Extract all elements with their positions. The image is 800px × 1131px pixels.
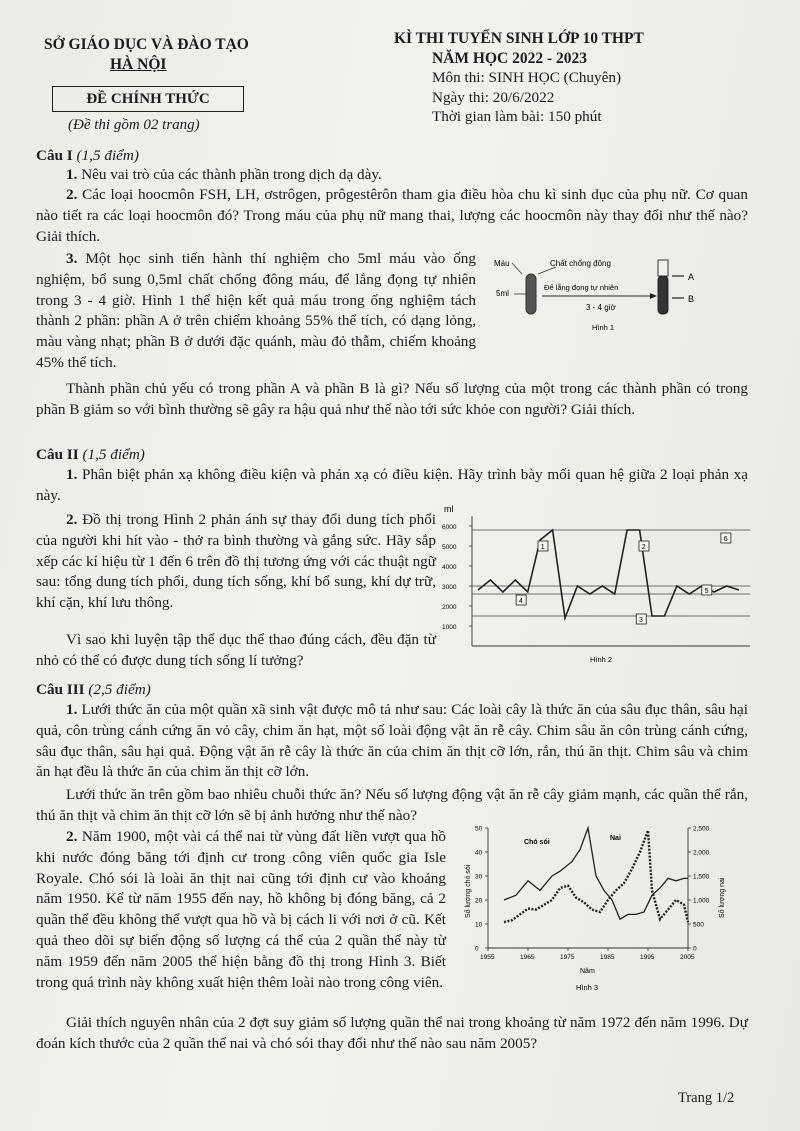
city-name: HÀ NỘI [110,56,167,73]
fig3-right-tick-label: 1,000 [693,897,710,905]
figure-3-wolf-moose [458,818,748,998]
fig3-wolf-label: Chó sói [524,839,550,846]
fig3-xtick-label: 1985 [600,954,615,961]
fig2-ytick-label: 4000 [442,564,457,571]
fig3-left-tick-label: 40 [475,849,483,857]
fig2-caption: Hình 2 [590,655,613,664]
fig3-x-axis-label: Năm [580,968,595,975]
fig3-right-tick-label: 2,000 [693,849,710,857]
fig2-ytick-label: 6000 [442,524,457,531]
fig3-right-tick-label: 1,500 [693,873,710,881]
fig2-unit: ml [444,504,454,514]
question-1-heading [36,146,748,167]
q3-item-2: 2. Năm 1900, một vài cá thể nai từ vùng đất liền vượt qua hồ khi nước đóng băng tới định cư trong công viên quốc gia Isle Royale. Chó sói là loài ăn thịt nai cũng tới định cư vào khoảng năm 1950. Kể từ năm 1955 đến nay, hồ không bị đóng băng, cả 2 quần thể đều không thể vượt qua hồ và bị cách li với nơi ở cũ. Kết quả theo dõi sự biến động số lượng cá thể của 2 quần thể này từ năm 1959 đến năm 2005 thể hiện bằng đồ thị trong Hình 3. Biết trong quá trình này không xuất hiện thêm loài nào trong công viên. [36,828,447,991]
fig3-left-tick-label: 50 [475,825,483,833]
q3-item-2-question: Giải thích nguyên nhân của 2 đợt suy giảm số lượng quần thể nai trong khoảng từ năm 1972 đến năm 1996. Dự đoán kích thước của 2 quần thể nai và chó sói thay đổi như thế nào sau năm 2005? [36,1014,748,1052]
fig3-caption: Hình 3 [576,983,599,992]
q1-item-4: Thành phần chủ yếu có trong phần A và phần B là gì? Nếu số lượng của một trong các thành phần có trong phần B giảm so với bình thường sẽ gây ra hậu quả như thế nào tới sức khỏe con người? Giải thích. [36,380,748,418]
question-1-title: Câu I [36,147,73,164]
fig2-ytick-label: 1000 [442,624,457,631]
department-name: SỞ GIÁO DỤC VÀ ĐÀO TẠO [44,36,249,53]
tube-part-b [658,276,668,314]
fig2-label: 1 [540,544,545,551]
fig2-label: 6 [723,536,728,543]
fig3-left-tick-label: 20 [475,897,483,905]
q2-item-3: Vì sao khi luyện tập thể dục thể thao đúng cách, đều đặn từ nhỏ có thể có được dung tích sống lí tưởng? [36,631,436,669]
exam-duration: Thời gian làm bài: 150 phút [432,108,602,125]
fig1-blood-label: Máu [494,259,510,268]
official-label: ĐỀ CHÍNH THỨC [52,86,244,112]
fig3-xtick-label: 1955 [480,954,495,961]
fig3-left-tick-label: 10 [475,921,483,929]
subject-line: Môn thi: SINH HỌC (Chuyên) [432,69,621,86]
fig1-volume-label: 5ml [496,289,509,298]
fig1-part-a-label: A [688,272,695,282]
q1-item-1: 1. Nêu vai trò của các thành phần trong dịch dạ dày. [66,166,382,183]
figure-1-blood-tube [492,252,722,336]
fig1-part-b-label: B [688,294,695,304]
fig1-anticoag-label: Chất chống đông [550,259,611,268]
fig2-ytick-label: 3000 [442,584,457,591]
fig2-label: 3 [639,617,643,624]
q3-item-1-question: Lưới thức ăn trên gồm bao nhiêu chuỗi thức ăn? Nếu số lượng động vật ăn rễ cây giảm mạnh, các quần thể rắn, thú ăn thịt và chim ăn thịt cỡ lớn sẽ bị ảnh hưởng như thế nào? [36,786,748,824]
fig3-xtick-label: 1965 [520,954,535,961]
fig3-right-tick-label: 2,500 [693,825,710,833]
q1-item-3: 3. Một học sinh tiến hành thí nghiệm cho 5ml máu vào ống nghiệm, bổ sung 0,5ml chất chống đông máu, để lắng đọng tự nhiên trong 3 - 4 giờ. Hình 1 thể hiện kết quả máu trong ống nghiệm tách thành 2 phần: phần A ở trên chiếm khoảng 55% thể tích, có dạng lỏng, màu vàng nhạt; phần B ở dưới đặc quánh, màu đỏ thẫm, chiếm khoảng 45% thể tích. [36,250,476,371]
fig3-left-tick-label: 0 [475,945,479,953]
fig3-right-axis-label: Số lượng nai [719,877,726,918]
fig3-left-tick-label: 30 [475,873,483,881]
tube-before [526,274,536,314]
fig2-label: 4 [518,598,523,605]
q2-item-2: 2. Đồ thị trong Hình 2 phản ánh sự thay đổi dung tích phổi của người khi hít vào - thở ra bình thường và gắng sức. Hãy sắp xếp các kí hiệu từ 1 đến 6 trên đồ thị tương ứng với các thuật ngữ sau: tổng dung tích phổi, dung tích sống, khí bổ sung, khí dự trữ, khí cặn, khí lưu thông. [36,511,437,612]
fig2-ytick-label: 5000 [442,544,457,551]
fig3-left-axis-label: Số lượng chó sói [465,864,472,918]
question-2-heading: Câu II (1,5 điểm) [36,446,145,463]
fig1-settle-label: Để lắng đọng tự nhiên [544,283,619,292]
figure-2-lung-volume [440,500,760,665]
fig3-xtick-label: 1975 [560,954,575,961]
fig2-label: 2 [641,544,646,551]
fig3-xtick-label: 2005 [680,954,695,961]
q2-item-1: 1. Phân biệt phản xạ không điều kiện và phản xạ có điều kiện. Hãy trình bày mối quan hệ giữa 2 loại phản xạ này. [36,466,748,504]
school-year: NĂM HỌC 2022 - 2023 [432,50,587,67]
fig1-hours-label: 3 - 4 giờ [586,303,616,312]
fig3-moose-label: Nai [610,835,621,842]
tube-part-a [658,260,668,276]
q1-item-2: 2. Các loại hoocmôn FSH, LH, ơstrôgen, prôgestêrôn tham gia điều hòa chu kì sinh dục của phụ nữ. Cơ quan nào tiết ra các loại hoocmôn đó? Trong máu của phụ nữ mang thai, lượng các hoocmôn này thay đổi như thế nào? Giải thích. [36,186,748,245]
fig3-xtick-label: 1995 [640,954,655,961]
exam-date: Ngày thi: 20/6/2022 [432,89,555,106]
fig2-label: 5 [704,588,709,595]
fig3-right-tick-label: 500 [693,921,704,929]
question-1-points: (1,5 điểm) [76,147,139,164]
fig2-ytick-label: 2000 [442,604,457,611]
question-3-heading: Câu III (2,5 điểm) [36,681,151,698]
q3-item-1: 1. Lưới thức ăn của một quần xã sinh vật được mô tả như sau: Các loài cây là thức ăn của sâu đục thân, sâu hại quả, côn trùng cánh cứng ăn vỏ cây, chim ăn hạt, một số loài động vật ăn rễ cây. Chim sâu ăn côn trùng cánh cứng, sâu đục thân, sâu hại quả. Động vật ăn rễ cây là thức ăn của chim ăn thịt cỡ lớn, rắn, thú ăn thịt. Chim sâu và chim ăn hạt đều là thức ăn của chim ăn thịt cỡ lớn. [36,701,749,781]
fig1-caption: Hình 1 [592,323,615,332]
exam-title: KÌ THI TUYỂN SINH LỚP 10 THPT [394,30,644,47]
fig3-right-tick-label: 0 [693,945,697,953]
page-count-note: (Đề thi gồm 02 trang) [68,117,200,133]
page-number: Trang 1/2 [678,1090,735,1106]
